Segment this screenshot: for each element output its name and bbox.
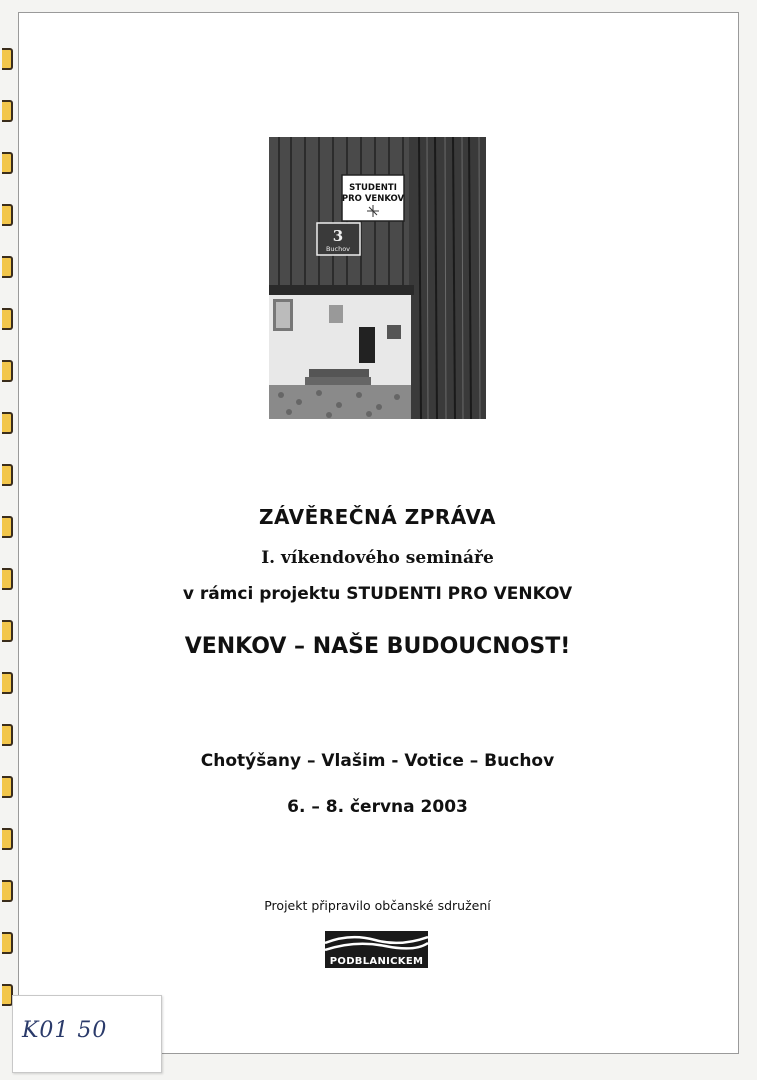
binding-ring [2, 516, 13, 538]
prepared-by-text: Projekt připravilo občanské sdružení [264, 898, 491, 913]
binding-ring [2, 204, 13, 226]
report-title: ZÁVĚREČNÁ ZPRÁVA [259, 505, 496, 529]
main-heading: VENKOV – NAŠE BUDOUCNOST! [184, 634, 571, 659]
binding-ring [2, 828, 13, 850]
binding-ring [2, 100, 13, 122]
house-street: Buchov [325, 245, 351, 253]
event-date: 6. – 8. června 2003 [287, 797, 468, 817]
spiral-binding [0, 0, 16, 1080]
archive-handwritten-code: K01 50 [22, 1018, 108, 1043]
binding-ring [2, 568, 13, 590]
binding-ring [2, 880, 13, 902]
binding-ring [2, 776, 13, 798]
binding-ring [2, 932, 13, 954]
sign-line-1: STUDENTI [349, 183, 397, 193]
binding-ring [2, 672, 13, 694]
house-number: 3 [332, 227, 344, 245]
binding-ring [2, 620, 13, 642]
binding-ring [2, 256, 13, 278]
event-places: Chotýšany – Vlašim - Votice – Buchov [200, 751, 555, 771]
binding-ring [2, 152, 13, 174]
sign-line-2: PRO VENKOV [341, 194, 405, 204]
podblanickem-logo [325, 931, 428, 968]
binding-ring [2, 724, 13, 746]
binding-ring [2, 360, 13, 382]
hills-logo-icon [325, 931, 428, 955]
binding-ring [2, 464, 13, 486]
binding-ring [2, 308, 13, 330]
logo-text: PODBLANICKEM [329, 956, 424, 967]
cover-photo [269, 137, 486, 419]
project-subtitle: v rámci projektu STUDENTI PRO VENKOV [182, 584, 573, 604]
binding-ring [2, 48, 13, 70]
seminar-subtitle: I. víkendového semináře [261, 548, 494, 568]
binding-ring [2, 412, 13, 434]
